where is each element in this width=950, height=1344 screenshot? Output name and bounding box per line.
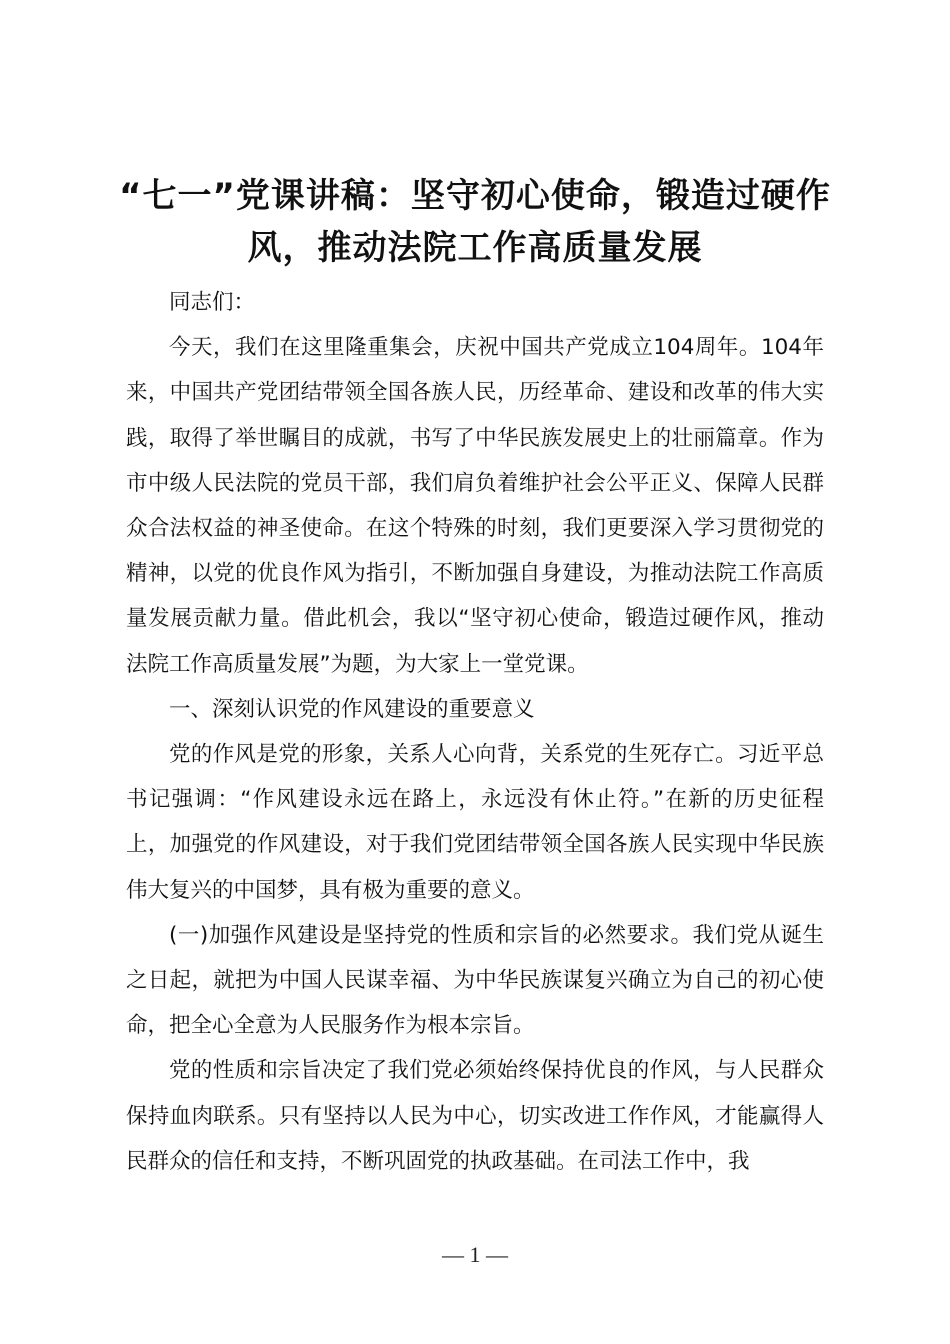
salutation-paragraph: 同志们： — [169, 290, 256, 315]
body-paragraph: 党的性质和宗旨决定了我们党必须始终保持优良的作风，与人民群众保持血肉联系。只有坚持以人民为中心，切实改进工作作风，才能赢得人民群众的信任和支持，不断巩固党的执政基础。在司法工作中，我 — [126, 1058, 824, 1174]
document-body — [126, 280, 824, 1184]
body-paragraph: 党的作风是党的形象，关系人心向背，关系党的生死存亡。习近平总书记强调：“作风建设永远在路上，永远没有休止符。”在新的历史征程上，加强党的作风建设，对于我们党团结带领全国各族人民实现中华民族伟大复兴的中国梦，具有极为重要的意义。 — [126, 742, 824, 903]
section-heading: 一、深刻认识党的作风建设的重要意义 — [169, 696, 535, 722]
intro-paragraph: 今天，我们在这里隆重集会，庆祝中国共产党成立104周年。104年来，中国共产党团结带领全国各族人民，历经革命、建设和改革的伟大实践，取得了举世瞩目的成就，书写了中华民族发展史上的壮丽篇章。作为市中级人民法院的党员干部，我们肩负着维护社会公平正义、保障人民群众合法权益的神圣使命。在这个特殊的时刻，我们更要深入学习贯彻党的精神，以党的优良作风为指引，不断加强自身建设，为推动法院工作高质量发展贡献力量。借此机会，我以“坚守初心使命，锻造过硬作风，推动法院工作高质量发展”为题，为大家上一堂党课。 — [126, 335, 824, 677]
document-title: “七一”党课讲稿：坚守初心使命，锻造过硬作风，推动法院工作高质量发展 — [119, 176, 831, 268]
subsection-paragraph: (一)加强作风建设是坚持党的性质和宗旨的必然要求。我们党从诞生之日起，就把为中国人民谋幸福、为中华民族谋复兴确立为自己的初心使命，把全心全意为人民服务作为根本宗旨。 — [126, 922, 824, 1039]
page-number: — 1 — — [442, 1242, 508, 1267]
